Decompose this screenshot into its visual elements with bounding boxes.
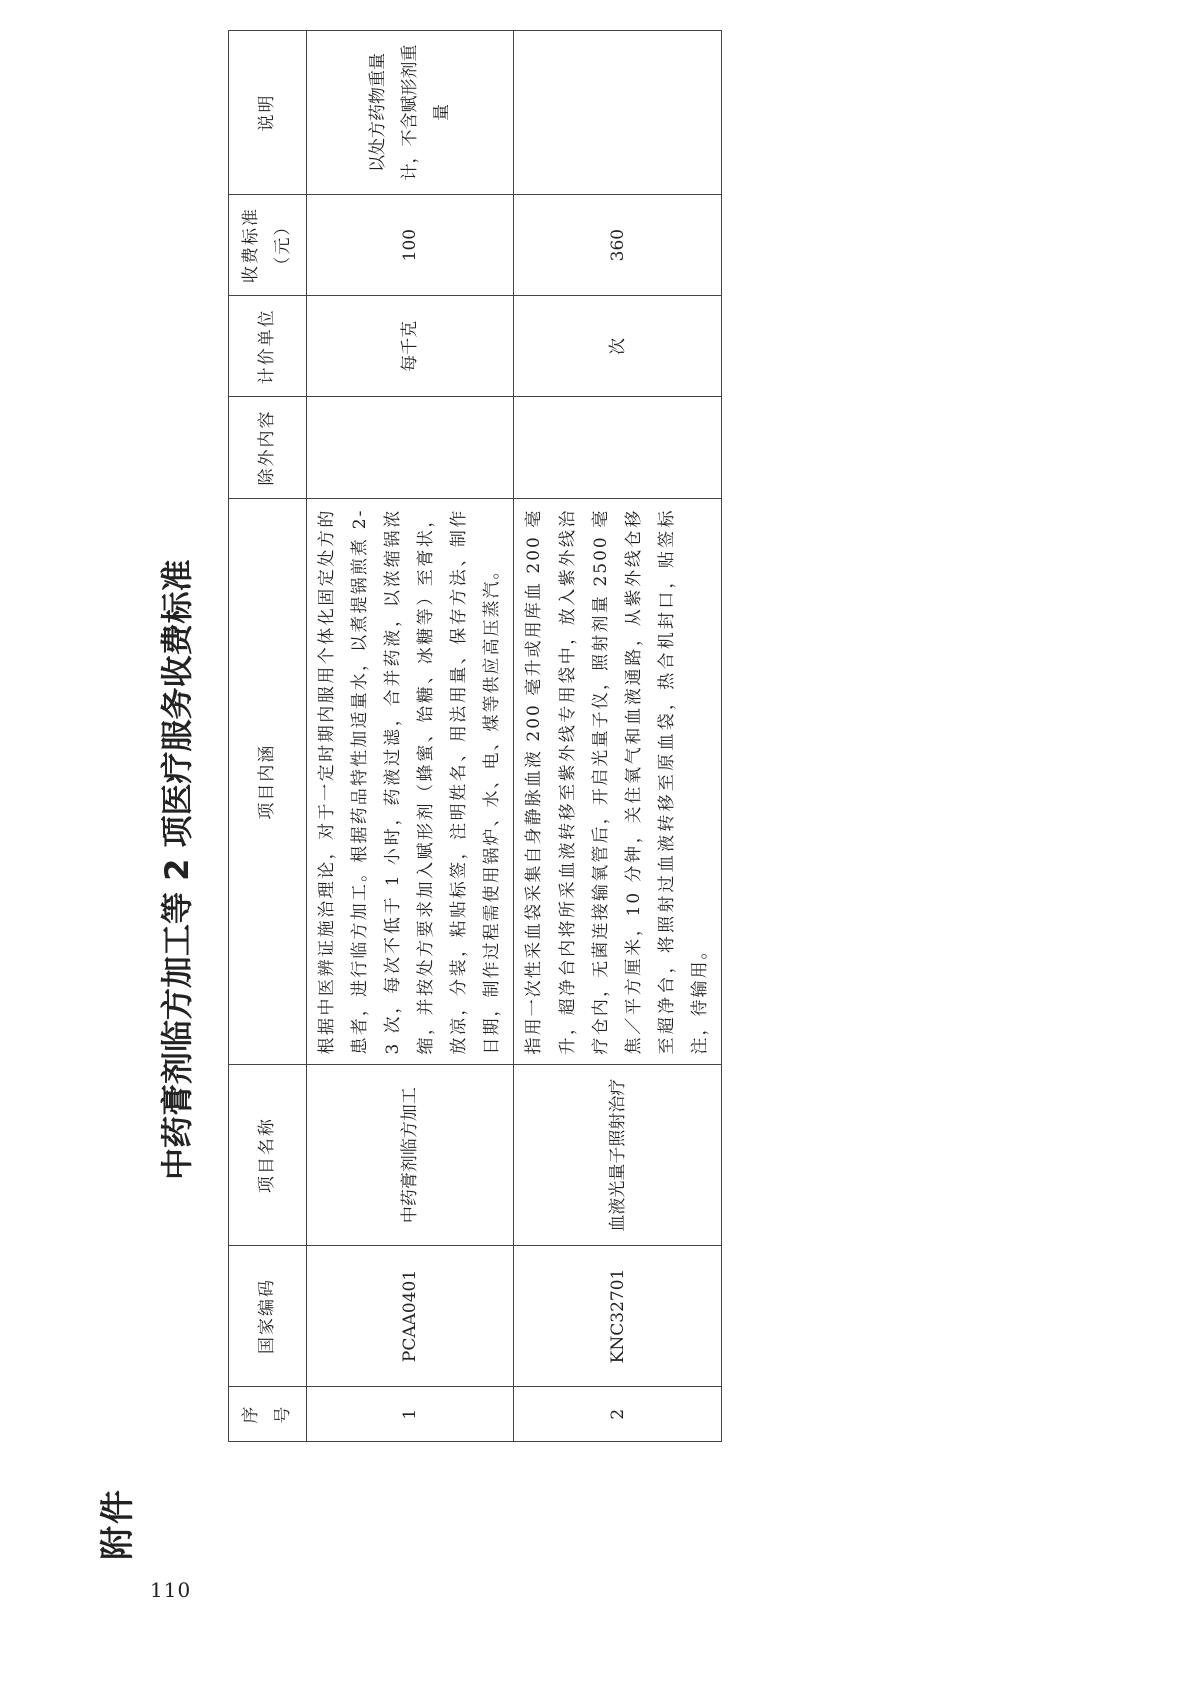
cell-note: 以处方药物重量计，不含赋形剂重量 [306, 31, 514, 195]
header-price: 收费标准（元） [229, 195, 307, 296]
header-exclusions: 除外内容 [229, 397, 307, 498]
header-content: 项目内涵 [229, 498, 307, 1065]
cell-seq: 2 [514, 1387, 722, 1442]
cell-exclusions [306, 397, 514, 498]
rotated-page-content [90, 44, 711, 1560]
cell-content: 指用一次性采血袋采集自身静脉血液 200 毫升或用库血 200 毫升，超净台内将所采血液转移至紫外线专用袋中，放入紫外线治疗仓内，无菌连接输氧管后，开启光量子仪，照射剂量 2500 毫焦／平方厘米，10 分钟，关住氧气和血液通路，从紫外线仓移至超净台，将照射过血液转移至原血袋，热合机封口，贴签标注，待输用。 [514, 498, 722, 1065]
cell-unit: 每千克 [306, 296, 514, 397]
cell-name: 中药膏剂临方加工 [306, 1065, 514, 1245]
cell-price: 360 [514, 195, 722, 296]
cell-code: PCAA0401 [306, 1245, 514, 1387]
cell-name: 血液光量子照射治疗 [514, 1065, 722, 1245]
header-note: 说明 [229, 31, 307, 195]
attachment-label: 附件 [98, 1488, 138, 1560]
cell-exclusions [514, 397, 722, 498]
header-seq: 序号 [229, 1387, 307, 1442]
table-row [514, 31, 722, 1442]
page-title: 中药膏剂临方加工等 2 项医疗服务收费标准 [158, 559, 196, 1180]
header-unit: 计价单位 [229, 296, 307, 397]
header-code: 国家编码 [229, 1245, 307, 1387]
header-name: 项目名称 [229, 1065, 307, 1245]
cell-price: 100 [306, 195, 514, 296]
table-row [306, 31, 514, 1442]
cell-unit: 次 [514, 296, 722, 397]
page-number: 110 [150, 1578, 192, 1602]
cell-code: KNC32701 [514, 1245, 722, 1387]
cell-content: 根据中医辨证施治理论，对于一定时期内服用个体化固定处方的患者，进行临方加工。根据药品特性加适量水，以煮提锅煎煮 2-3 次，每次不低于 1 小时，药液过滤，合并药液，以浓缩锅浓缩，并按处方要求加入赋形剂（蜂蜜、饴糖、冰糖等）至膏状，放凉，分装，粘贴标签，注明姓名、用法用量、保存方法、制作日期，制作过程需使用锅炉、水、电、煤等供应高压蒸汽。 [306, 498, 514, 1065]
table-header-row [229, 31, 307, 1442]
fee-standard-table [228, 30, 722, 1442]
cell-note [514, 31, 722, 195]
cell-seq: 1 [306, 1387, 514, 1442]
